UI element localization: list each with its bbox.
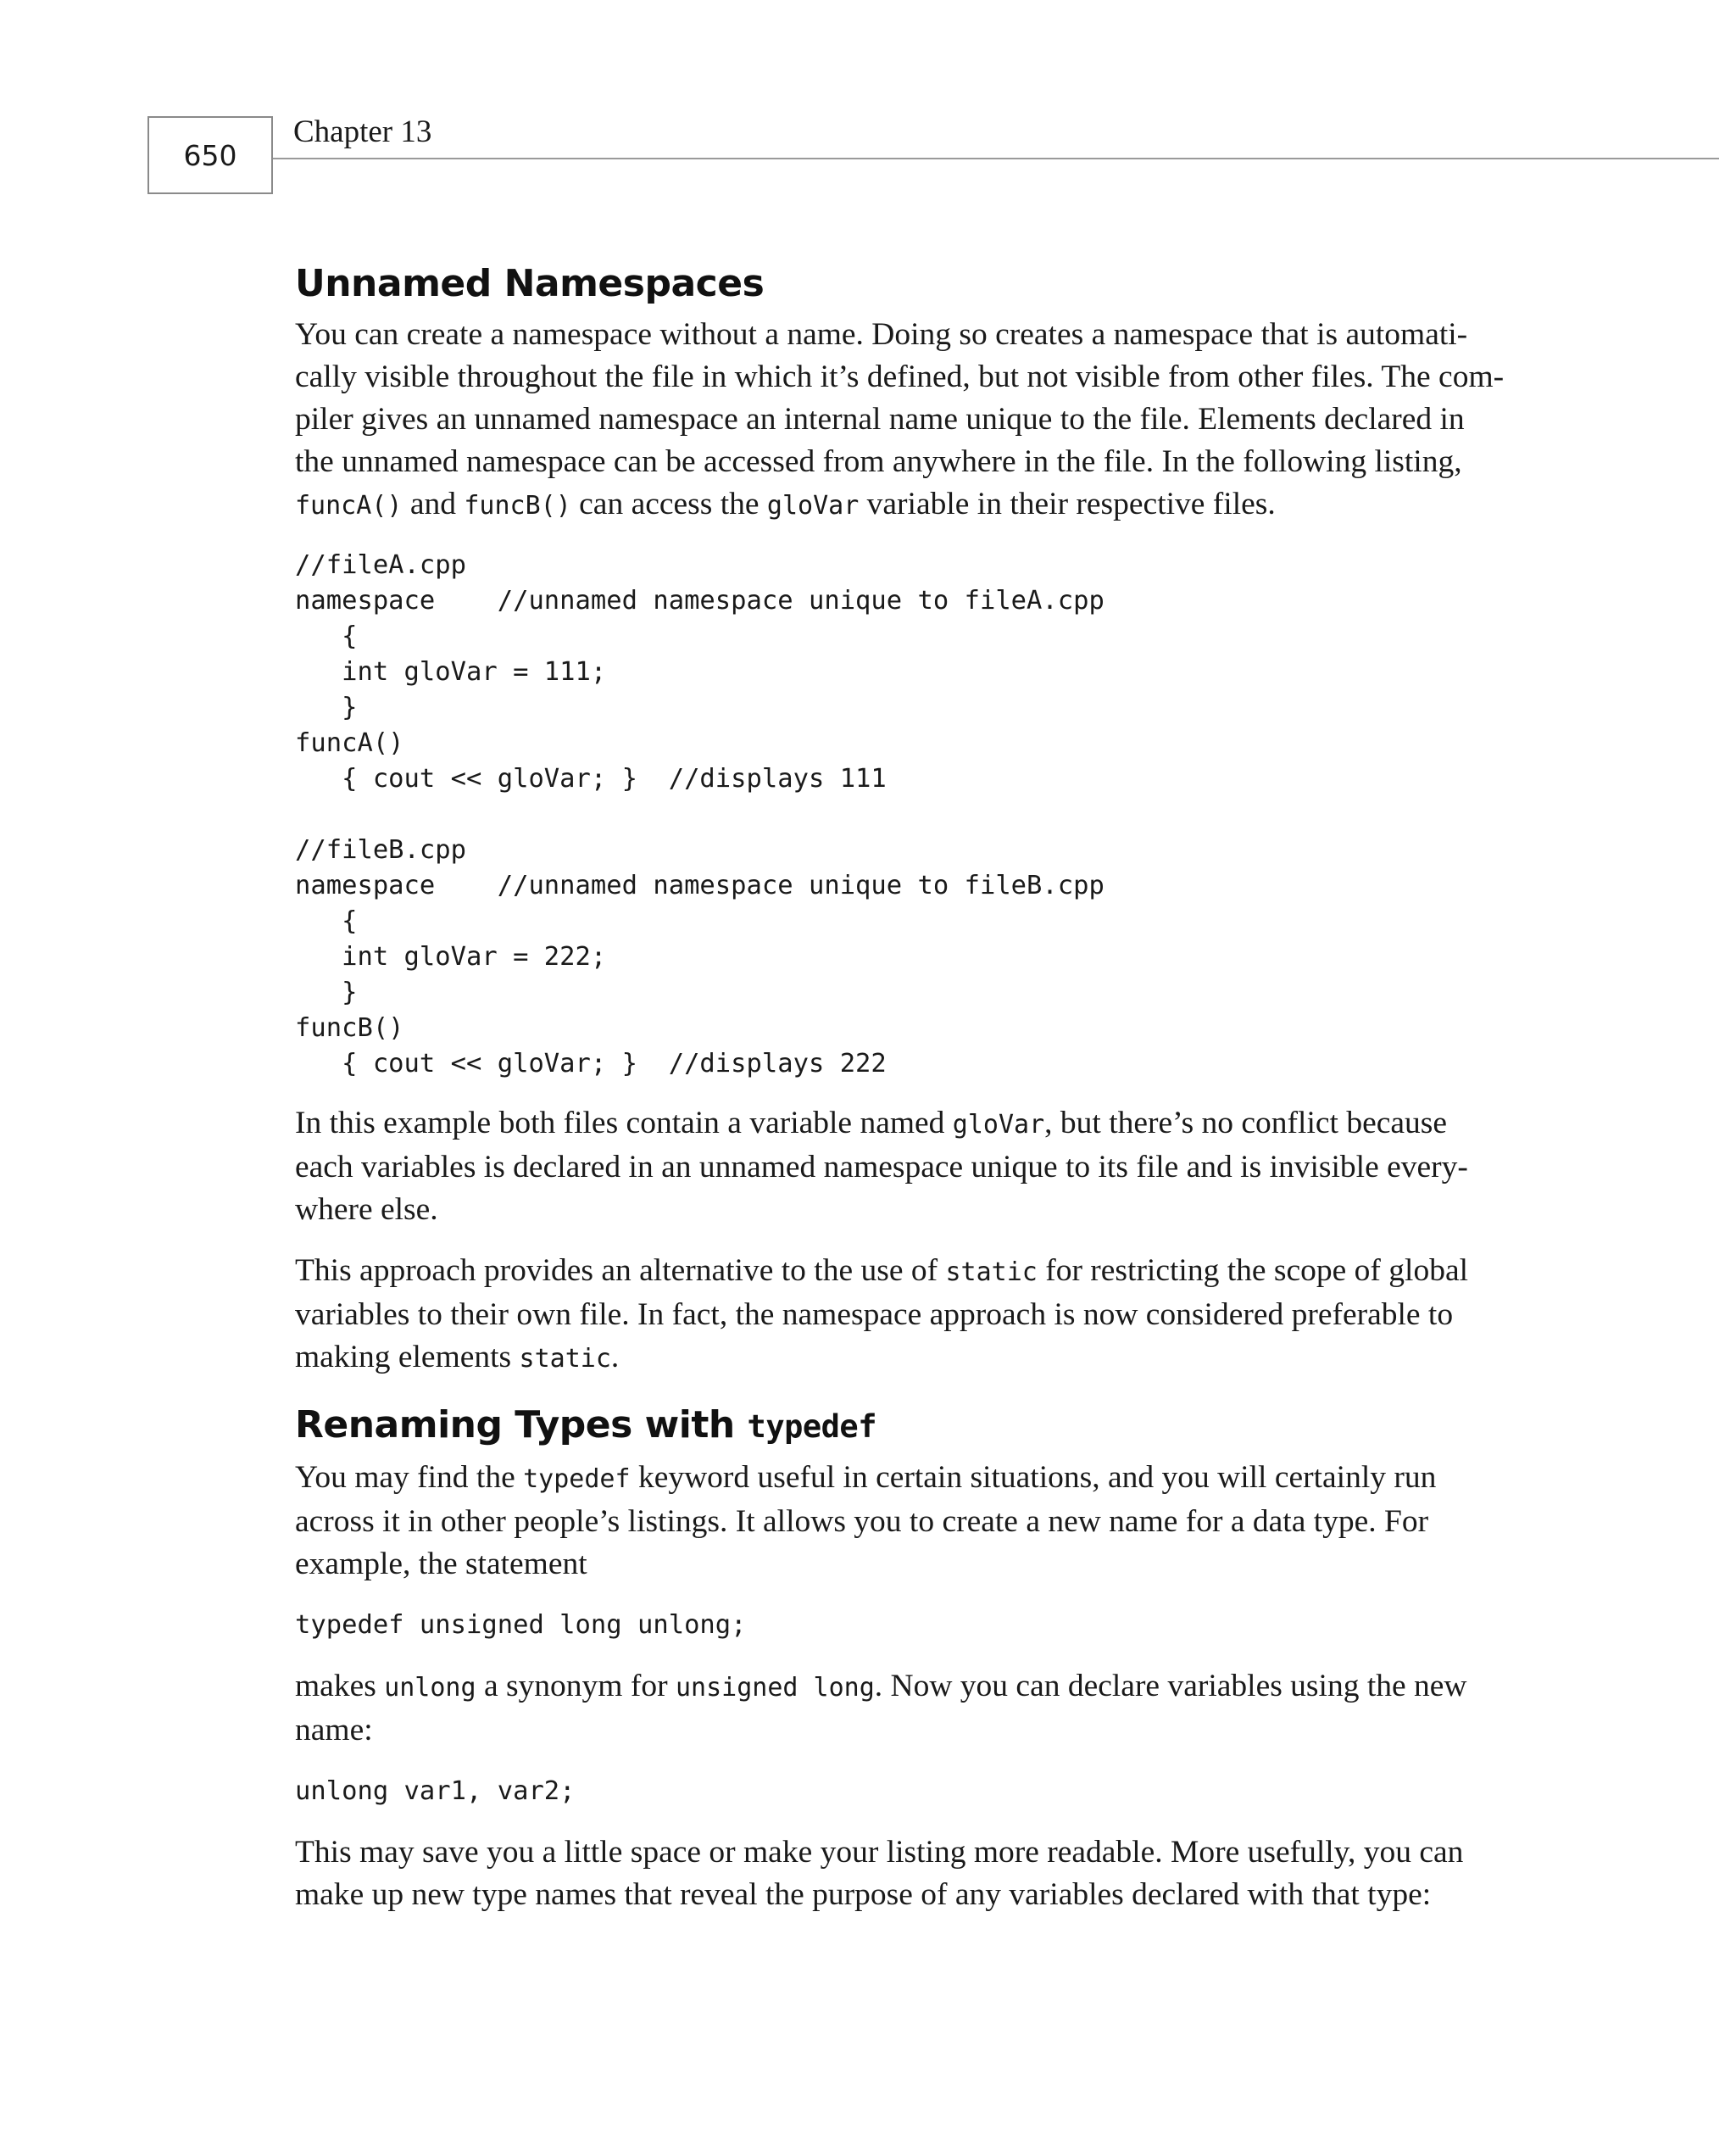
text-run: , but there’s no conflict because (1044, 1106, 1447, 1140)
text-line: the unnamed namespace can be accessed from anywhere in the file. In the following listing, (295, 444, 1462, 479)
paragraph-type-names-purpose (295, 1831, 1550, 1916)
section-heading-unnamed-namespaces: Unnamed Namespaces (295, 262, 765, 305)
paragraph-no-conflict (295, 1102, 1550, 1231)
text-run: for restricting the scope of global (1037, 1253, 1469, 1288)
text-run: a synonym for (476, 1669, 676, 1703)
section-heading-renaming-types (295, 1396, 1550, 1457)
text-run: variable in their respective files. (859, 487, 1276, 521)
heading-text: Renaming Types with (295, 1403, 748, 1446)
page-number: 650 (147, 116, 273, 194)
text-run: In this example both files contain a variable named (295, 1106, 953, 1140)
paragraph-unnamed-namespaces-intro (295, 314, 1550, 527)
header-rule (273, 158, 1719, 159)
running-head-chapter: Chapter 13 (293, 114, 432, 149)
code-typedef-statement: typedef unsigned long unlong; (295, 1610, 747, 1640)
heading-code: typedef (747, 1408, 876, 1445)
text-line: This may save you a little space or make your listing more readable. More usefully, you can (295, 1835, 1464, 1870)
text-line: piler gives an unnamed namespace an internal name unique to the file. Elements declared in (295, 402, 1465, 437)
text-run: This approach provides an alternative to the use of (295, 1253, 946, 1288)
text-run: . (610, 1340, 620, 1374)
text-run: . Now you can declare variables using the new (874, 1669, 1467, 1703)
text-run: can access the (570, 487, 767, 521)
inline-code: typedef (523, 1464, 631, 1494)
code-variable-declaration: unlong var1, var2; (295, 1776, 576, 1806)
inline-code: unsigned long (675, 1673, 875, 1703)
paragraph-unlong-synonym (295, 1665, 1550, 1752)
text-line: example, the statement (295, 1547, 587, 1581)
text-run: and (402, 487, 465, 521)
inline-code: gloVar (952, 1110, 1045, 1140)
page-body (295, 254, 1550, 1916)
inline-code: funcA() (295, 491, 403, 521)
code-listing-unnamed-namespaces: //fileA.cpp namespace //unnamed namespace unique to fileA.cpp { int gloVar = 111; } funcA() { cout << gloVar; } //displays 111 //fileB.cpp namespace //unnamed namespace unique to fileB.cpp { int gloVar = 222; } funcB() { cout << gloVar; } //displays 222 (295, 550, 1104, 1079)
text-line: where else. (295, 1192, 438, 1227)
text-run: You may find the (295, 1460, 524, 1495)
text-line: name: (295, 1713, 373, 1747)
text-line: each variables is declared in an unnamed namespace unique to its file and is invisible every- (295, 1150, 1468, 1184)
text-line: variables to their own file. In fact, the namespace approach is now considered preferable to (295, 1297, 1454, 1332)
inline-code: gloVar (766, 491, 860, 521)
text-run: makes (295, 1669, 385, 1703)
inline-code: funcB() (464, 491, 571, 521)
inline-code: unlong (384, 1673, 476, 1703)
text-run: making elements (295, 1340, 520, 1374)
text-line: across it in other people’s listings. It allows you to create a new name for a data type. For (295, 1504, 1429, 1539)
paragraph-static-alternative (295, 1250, 1550, 1380)
text-line: cally visible throughout the file in which it’s defined, but not visible from other files. The com- (295, 360, 1505, 394)
text-line: make up new type names that reveal the purpose of any variables declared with that type: (295, 1877, 1432, 1912)
text-run: keyword useful in certain situations, and you will certainly run (630, 1460, 1437, 1495)
inline-code: static (945, 1257, 1038, 1287)
text-line: You can create a namespace without a name. Doing so creates a namespace that is automati- (295, 317, 1468, 352)
paragraph-typedef-intro (295, 1457, 1550, 1586)
inline-code: static (519, 1344, 611, 1374)
